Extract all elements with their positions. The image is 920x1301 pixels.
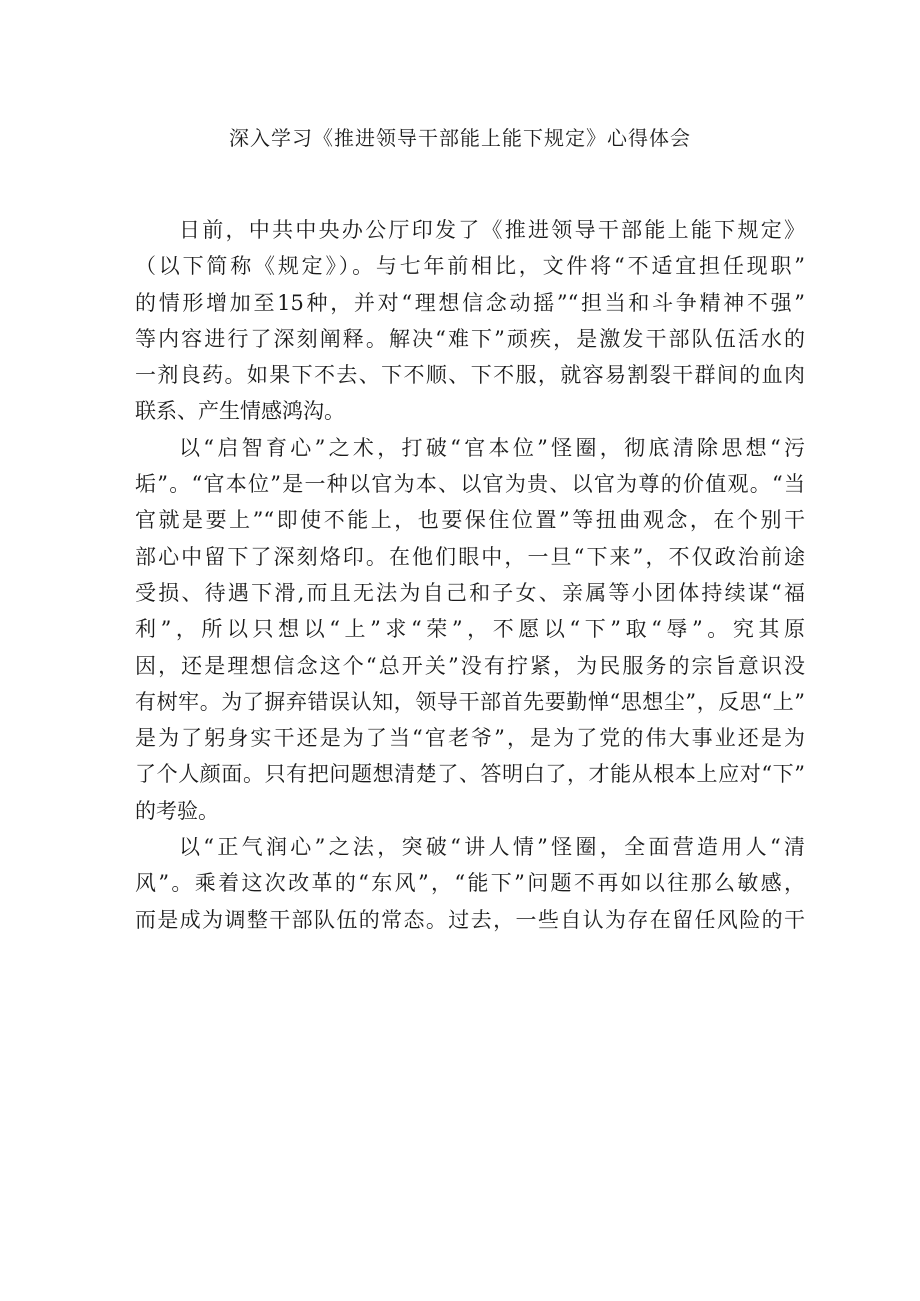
text-line: 了个人颜面。只有把问题想清楚了、答明白了，才能从根本上应对“下” (135, 762, 805, 787)
text-line: 受损、待遇下滑,而且无法为自己和子女、亲属等小团体持续谋“福 (135, 580, 805, 605)
text-line: 的情形增加至15种，并对“理想信念动摇”“担当和斗争精神不强” (135, 290, 805, 315)
text-line: 利”，所以只想以“上”求“荣”，不愿以“下”取“辱”。究其原 (135, 617, 805, 642)
text-line: 等内容进行了深刻阐释。解决“难下”顽疾，是激发干部队伍活水的 (135, 326, 805, 351)
document-body (135, 212, 805, 938)
text-line: 有树牢。为了摒弃错误认知，领导干部首先要勤惮“思想尘”，反思“上” (135, 689, 805, 714)
paragraph-3 (135, 829, 805, 938)
text-line: 官就是要上”“即使不能上，也要保住位置”等扭曲观念，在个别干 (135, 508, 805, 533)
text-line: 的考验。 (135, 798, 219, 823)
paragraph-1 (135, 212, 805, 430)
text-line: 而是成为调整干部队伍的常态。过去，一些自认为存在留任风险的干 (135, 907, 805, 932)
text-line: 联系、产生情感鸿沟。 (135, 399, 345, 424)
text-line: 以“正气润心”之法，突破“讲人情”怪圈，全面营造用人“清 (179, 835, 805, 860)
text-line: 部心中留下了深刻烙印。在他们眼中，一旦“下来”，不仅政治前途 (135, 544, 805, 569)
text-line: 一剂良药。如果下不去、下不顺、下不服，就容易割裂干群间的血肉 (135, 363, 805, 388)
text-line: 以“启智育心”之术，打破“官本位”怪圈，彻底清除思想“污 (179, 435, 805, 460)
text-line: 日前，中共中央办公厅印发了《推进领导干部能上能下规定》 (179, 218, 805, 242)
text-line: 是为了躬身实干还是为了当“官老爷”，是为了党的伟大事业还是为 (135, 726, 805, 751)
text-line: 因，还是理想信念这个“总开关”没有拧紧，为民服务的宗旨意识没 (135, 653, 805, 678)
text-line: 风”。乘着这次改革的“东风”，“能下”问题不再如以往那么敏感， (135, 871, 805, 896)
document-title: 深入学习《推进领导干部能上能下规定》心得体会 (229, 126, 691, 150)
paragraph-2 (135, 430, 805, 829)
text-line: （以下简称《规定》）。与七年前相比，文件将“不适宜担任现职” (135, 254, 805, 279)
text-line: 垢”。“官本位”是一种以官为本、以官为贵、以官为尊的价值观。“当 (135, 472, 805, 497)
